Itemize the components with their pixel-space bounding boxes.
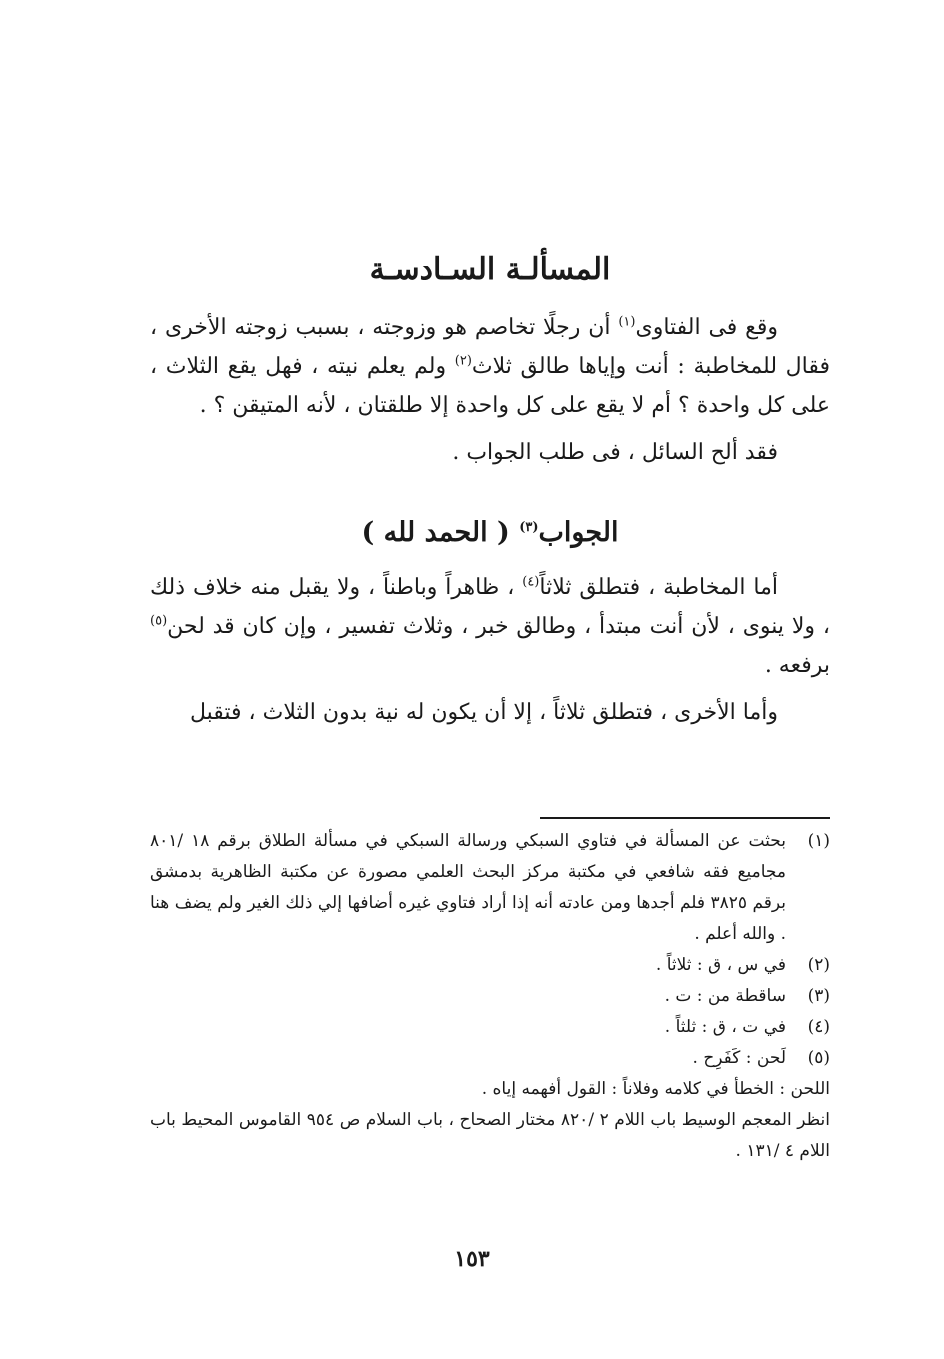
footnote-text: بحثت عن المسألة في فتاوي السبكي ورسالة السبكي في مسألة الطلاق برقم ١٨ /٨٠١ مجاميع فقه شافعي في مكتبة مركز البحث العلمي مصورة عن مكتبة الظاهرية بدمشق برقم ٣٨٢٥ فلم أجدها ومن عادته أنه إذا أراد فتاوي غيره أضافها إلي ذلك الغير ولم يضف هنا . والله أعلم .	[150, 831, 786, 944]
answer-text: أما المخاطبة ، فتطلق ثلاثاً	[539, 575, 778, 600]
footnote-text: في س ، ق : ثلاثاً .	[655, 955, 786, 975]
page-body	[150, 250, 830, 732]
footnote-number: (٣)	[807, 986, 830, 1006]
footnote-3	[150, 981, 830, 1012]
footnote-number: (٥)	[807, 1048, 830, 1068]
footnote-text: في ت ، ق : ثلثاً .	[664, 1017, 786, 1037]
footnote-text: ساقطة من : ت .	[664, 986, 786, 1006]
answer-text: ، ظاهراً وباطناً ، ولا يقبل منه خلاف ذلك ، ولا ينوى ، لأن أنت مبتدأ ، وطالق خبر ، وثلاث تفسير ، وإن كان قد لحن	[150, 575, 830, 639]
footnote-ref-5[interactable]: (٥)	[150, 613, 168, 629]
answer-paragraph	[150, 568, 830, 685]
answer-paragraph-2: وأما الأخرى ، فتطلق ثلاثاً ، إلا أن يكون له نية بدون الثلاث ، فتقبل	[189, 700, 778, 725]
footnote-ref-1[interactable]: (١)	[618, 314, 636, 330]
answer-heading-rest: ( الحمد لله )	[361, 517, 520, 548]
footnote-definition: اللحن : الخطأ في كلامه وفلاناً : القول أفهمه إياه .	[481, 1079, 830, 1099]
answer-heading-word: الجواب	[538, 517, 619, 548]
question-text: وقع فى الفتاوى	[635, 315, 778, 340]
answer-text: برفعه .	[764, 653, 830, 678]
footnote-ref-3[interactable]: (٣)	[519, 520, 539, 535]
section-title: المسألـة السـادسـة	[369, 252, 611, 287]
footnote-4	[150, 1012, 830, 1043]
footnote-references: انظر المعجم الوسيط باب اللام ٢ /٨٢٠ مختار الصحاح ، باب السلام ص ٩٥٤ القاموس المحيط باب اللام ٤ /١٣١ .	[150, 1110, 830, 1161]
footnote-2	[150, 950, 830, 981]
footnote-number: (١)	[807, 831, 830, 851]
question-text: ولم يعلم نيته ، فهل يقع الثلاث ، على كل واحدة ؟ أم لا يقع على كل واحدة إلا طلقتان ، لأنه المتيقن ؟ .	[150, 354, 830, 418]
footnotes	[150, 826, 830, 1167]
footnote-1	[150, 826, 830, 950]
footnote-ref-2[interactable]: (٢)	[454, 353, 472, 369]
question-paragraph	[150, 308, 830, 425]
footnote-number: (٤)	[807, 1017, 830, 1037]
page-number: ١٥٣	[454, 1246, 490, 1272]
footnote-text: لَحن : كَفَرِح .	[692, 1048, 786, 1068]
footnote-number: (٢)	[807, 955, 830, 975]
footnote-divider	[540, 817, 830, 819]
footnote-ref-4[interactable]: (٤)	[522, 574, 540, 590]
question-followup: فقد ألح السائل ، فى طلب الجواب .	[452, 440, 778, 465]
footnote-5	[150, 1043, 830, 1074]
question-text: أن رجلًا تخاصم هو وزوجته ، بسبب زوجته الأخرى ، فقال للمخاطبة : أنت وإياها طالق ثلاث	[150, 315, 831, 379]
answer-heading	[150, 514, 830, 552]
